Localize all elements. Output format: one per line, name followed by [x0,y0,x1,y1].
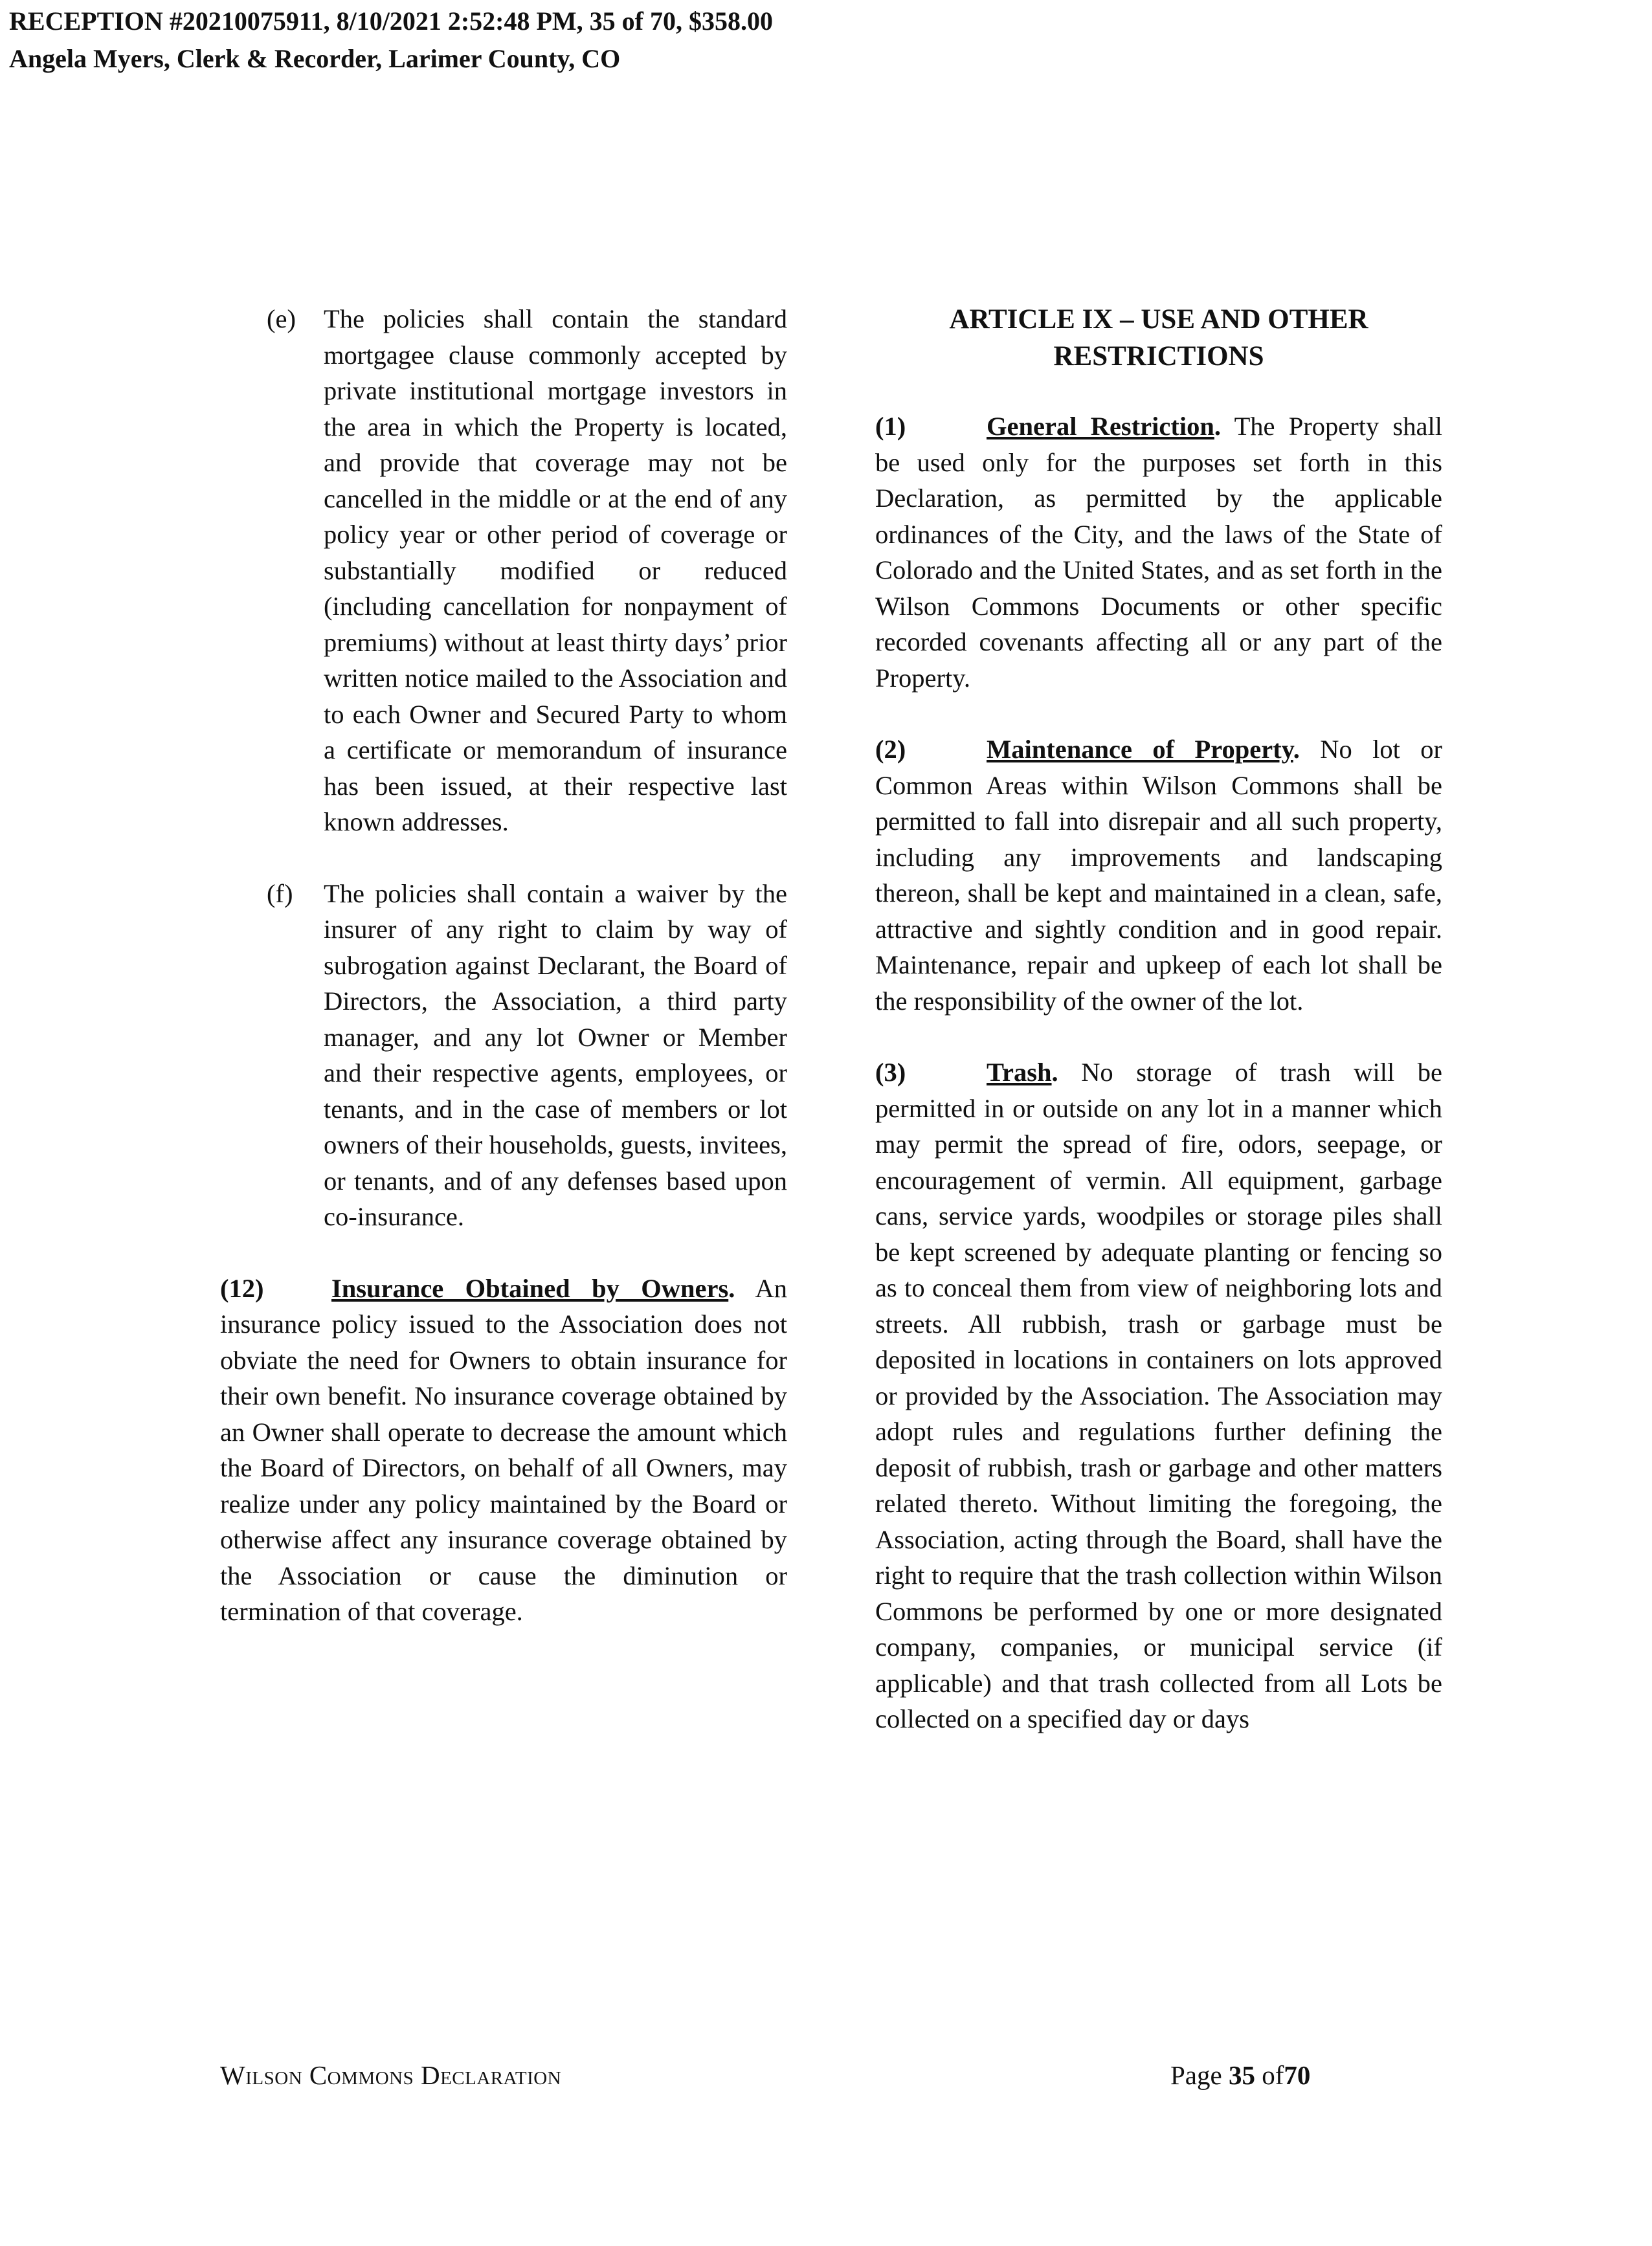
section-12-number: (12) [220,1273,264,1303]
section-2: (2) Maintenance of Property. No lot or Common Areas within Wilson Commons shall be permitted to fall into disrepair and all such property, including any improvements and landscaping thereon, shall be kept and maintained in a clean, safe, attractive and sightly condition and in good repair. Maintenance, repair and upkeep of each lot shall be the responsibility of the owner of the lot. [875,731,1442,1019]
section-3-number: (3) [875,1058,906,1087]
section-3-text: No storage of trash will be permitted in or outside on any lot in a manner which may permit the spread of fire, odors, seepage, or encouragement of vermin. All equipment, garbage cans, service yards, woodpiles or storage piles shall be kept screened by adequate planting or fencing so as to conceal them from view of neighboring lots and streets. All rubbish, trash or garbage must be deposited in locations in containers on lots approved or provided by the Association. The Association may adopt rules and regulations further defining the deposit of rubbish, trash or garbage and other matters related thereto. Without limiting the foregoing, the Association, acting through the Board, shall have the right to require that the trash collection within Wilson Commons be performed by one or more designated company, companies, or municipal service (if applicable) and that trash collected from all Lots be collected on a specified day or days [875,1058,1442,1733]
item-f-label: (f) [267,878,293,908]
footer-page-prefix: Page [1170,2060,1222,2090]
item-e-text: The policies shall contain the standard mortgagee clause commonly accepted by private institutional mortgage investors in the area in which the Property is located, and provide that coverage may not be cancelled in the middle or at the end of any policy year or other period of coverage or substantially modified or reduced (including cancellation for nonpayment of premiums) without at least thirty days’ prior written notice mailed to the Association and to each Owner and Secured Party to whom a certificate or memorandum of insurance has been issued, at their respective last known addresses. [324,304,787,836]
section-3-heading: Trash [987,1058,1052,1087]
section-3: (3) Trash. No storage of trash will be permitted in or outside on any lot in a manner which may permit the spread of fire, odors, seepage, or encouragement of vermin. All equipment, garbage cans, service yards, woodpiles or storage piles shall be kept screened by adequate planting or fencing so as to conceal them from view of neighboring lots and streets. All rubbish, trash or garbage must be deposited in locations in containers on lots approved or provided by the Association. The Association may adopt rules and regulations further defining the deposit of rubbish, trash or garbage and other matters related thereto. Without limiting the foregoing, the Association, acting through the Board, shall have the right to require that the trash collection within Wilson Commons be performed by one or more designated company, companies, or municipal service (if applicable) and that trash collected from all Lots be collected on a specified day or days [875,1054,1442,1737]
footer-document-title: Wilson Commons Declaration [220,2060,562,2090]
right-column [875,301,1442,1773]
footer-page-indicator [1170,2060,1310,2091]
list-item-e [220,301,787,840]
section-1-text: The Property shall be used only for the purposes set forth in this Declaration, as permitted by the applicable ordinances of the City, and the laws of the State of Colorado and the United States, and as set forth in the Wilson Commons Documents or other specific recorded covenants affecting all or any part of the Property. [875,412,1442,693]
article-title-line-1: ARTICLE IX – USE AND OTHER [949,304,1368,335]
article-title-line-2: RESTRICTIONS [1053,341,1264,372]
section-12-text: An insurance policy issued to the Association does not obviate the need for Owners to obtain insurance for their own benefit. No insurance coverage obtained by an Owner shall operate to decrease the amount which the Board of Directors, on behalf of all Owners, may realize under any policy maintained by the Board or otherwise affect any insurance coverage obtained by the Association or cause the diminution or termination of that coverage. [220,1273,788,1626]
left-column [220,301,787,1665]
section-2-heading: Maintenance of Property [987,735,1293,764]
item-f-text: The policies shall contain a waiver by the insurer of any right to claim by way of subrogation against Declarant, the Board of Directors, the Association, a third party manager, and any lot Owner or Member and their respective agents, employees, or tenants, and in the case of members or lot owners of their households, guests, invitees, or tenants, and of any defenses based upon co-insurance. [324,878,787,1231]
article-title [875,301,1442,375]
section-1-heading: General Restriction [987,412,1214,441]
stamp-line-clerk: Angela Myers, Clerk & Recorder, Larimer County, CO [9,44,621,73]
section-2-text: No lot or Common Areas within Wilson Commons shall be permitted to fall into disrepair and all such property, including any improvements and landscaping thereon, shall be kept and maintained in a clean, safe, attractive and sightly condition and in good repair. Maintenance, repair and upkeep of each lot shall be the responsibility of the owner of the lot. [875,735,1442,1016]
section-2-number: (2) [875,735,906,764]
item-e-label: (e) [267,304,296,333]
section-1-number: (1) [875,412,906,441]
recording-stamp [9,3,773,78]
footer-page-of: of [1262,2060,1284,2090]
section-12-heading: Insurance Obtained by Owners [331,1273,729,1303]
footer-page-number: 35 [1228,2060,1255,2090]
section-12: (12) Insurance Obtained by Owners. An insurance policy issued to the Association does not obviate the need for Owners to obtain insurance for their own benefit. No insurance coverage obtained by an Owner shall operate to decrease the amount which the Board of Directors, on behalf of all Owners, may realize under any policy maintained by the Board or otherwise affect any insurance coverage obtained by the Association or cause the diminution or termination of that coverage. [220,1271,787,1630]
footer-page-total: 70 [1284,2060,1311,2090]
section-1: (1) General Restriction. The Property shall be used only for the purposes set forth in this Declaration, as permitted by the applicable ordinances of the City, and the laws of the State of Colorado and the United States, and as set forth in the Wilson Commons Documents or other specific recorded covenants affecting all or any part of the Property. [875,408,1442,696]
list-item-f [220,876,787,1235]
stamp-line-reception: RECEPTION #20210075911, 8/10/2021 2:52:48 PM, 35 of 70, $358.00 [9,6,773,36]
